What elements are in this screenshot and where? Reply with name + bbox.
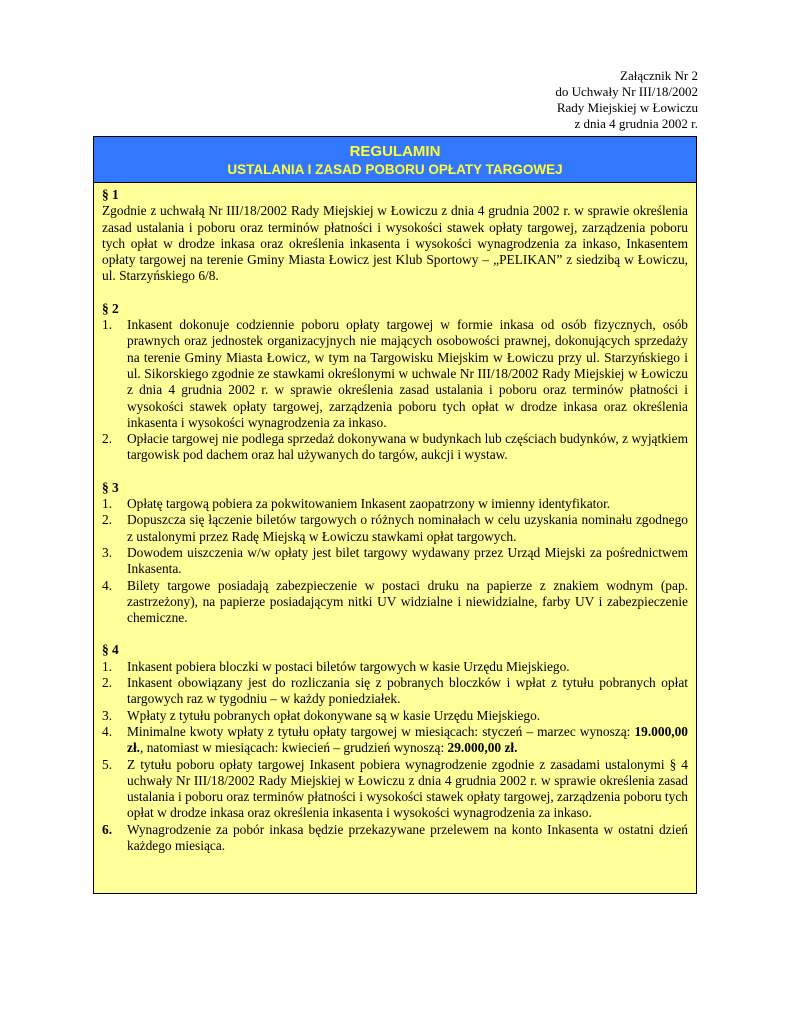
regulation-subtitle: USTALANIA I ZASAD POBORU OPŁATY TARGOWEJ [227, 162, 563, 177]
annex-number: Załącznik Nr 2 [620, 68, 698, 83]
item-number: 2. [102, 512, 113, 528]
list-item [102, 317, 688, 431]
item-text-part: , natomiast w miesiącach: kwiecień – grudzień wynoszą: [140, 740, 448, 756]
item-text-part: Minimalne kwoty wpłaty z tytułu opłaty targowej w miesiącach: styczeń – marzec wynoszą: [127, 723, 635, 739]
section-1-text: Zgodnie z uchwałą Nr III/18/2002 Rady Miejskiej w Łowiczu z dnia 4 grudnia 2002 r. w sprawie określenia zasad ustalania i poboru oraz terminów płatności i wysokości stawek opłaty targowej, zarządzenia poboru tych opłat w drodze inkasa oraz określenia inkasenta i wysokości wynagrodzenia za inkaso, Inkasentem opłaty targowej na terenie Gminy Miasta Łowicz jest Klub Sportowy – „PELIKAN” z siedzibą w Łowiczu, ul. Starzyńskiego 6/8. [102, 203, 688, 284]
item-text: Inkasent pobiera bloczki w postaci biletów targowych w kasie Urzędu Miejskiego. [127, 658, 570, 674]
list-item [102, 512, 688, 545]
item-text: Inkasent dokonuje codziennie poboru opłaty targowej w formie inkasa od osób fizycznych, osób prawnych oraz jednostek organizacyjnych nie mających osobowości prawnej, dokonujących sprzedaży na terenie Gminy Miasta Łowicz, w tym na Targowisku Miejskim w Łowiczu przy ul. Starzyńskiego i ul. Sikorskiego zgodnie ze stawkami określonymi w uchwale Nr III/18/2002 Rady Miejskiej w Łowiczu z dnia 4 grudnia 2002 r. w sprawie określenia zasad ustalania i poboru oraz terminów płatności i wysokości stawek opłaty targowej, zarządzenia poboru tych opłat w drodze inkasa oraz określenia inkasenta i wysokości wynagrodzenia za inkaso. [127, 317, 688, 430]
list-item [102, 496, 688, 512]
item-number: 1. [102, 658, 113, 674]
item-text: Wynagrodzenie za pobór inkasa będzie przekazywane przelewem na konto Inkasenta w ostatni dzień każdego miesiąca. [127, 821, 688, 853]
section-2-list [102, 317, 688, 464]
item-number: 2. [102, 431, 113, 447]
item-text: Inkasent obowiązany jest do rozliczania się z pobranych bloczków i wpłat z tytułu pobranych opłat targowych raz w tygodniu – w każdy poniedziałek. [127, 675, 688, 707]
item-text: Z tytułu poboru opłaty targowej Inkasent pobiera wynagrodzenie zgodnie z zasadami ustalonymi § 4 uchwały Nr III/18/2002 Rady Miejskiej w Łowiczu z dnia 4 grudnia 2002 r. w sprawie określenia zasad ustalania i poboru oraz terminów płatności i wysokości stawek opłaty targowej, zarządzenia poboru tych opłat w drodze inkasa oraz określenia inkasenta i wysokości wynagrodzenia za inkaso. [127, 756, 688, 821]
minimum-amount-apr-dec: 29.000,00 zł. [447, 740, 518, 756]
annex-resolution: do Uchwały Nr III/18/2002 [555, 84, 698, 99]
regulation-header [94, 137, 696, 183]
section-heading-4: § 4 [102, 642, 119, 658]
item-text: Dowodem uiszczenia w/w opłaty jest bilet targowy wydawany przez Urząd Miejski za pośrednictwem Inkasenta. [127, 544, 688, 577]
item-number: 4. [102, 723, 113, 739]
list-item [102, 545, 688, 578]
list-item [102, 822, 688, 855]
item-number: 2. [102, 675, 113, 691]
section-heading-1: § 1 [102, 187, 119, 202]
item-number: 5. [102, 756, 113, 772]
minimum-amount-jan-mar: 19.000,00 zł. [127, 723, 688, 756]
list-item [102, 708, 688, 724]
item-text: Wpłaty z tytułu pobranych opłat dokonywane są w kasie Urzędu Miejskiego. [127, 707, 541, 723]
item-text: Dopuszcza się łączenie biletów targowych o różnych nominałach w celu uzyskania nominału zgodnego z ustalonymi przez Radę Miejską w Łowiczu stawkami opłat targowych. [127, 512, 688, 544]
list-item [102, 578, 688, 627]
item-number: 1. [102, 496, 113, 512]
item-number: 1. [102, 317, 113, 333]
annex-date: z dnia 4 grudnia 2002 r. [574, 116, 698, 131]
section-heading-2: § 2 [102, 300, 119, 316]
regulation-title: REGULAMIN [349, 143, 441, 160]
item-text: Opłacie targowej nie podlega sprzedaż dokonywana w budynkach lub częściach budynków, z wyjątkiem targowisk pod dachem oraz hal używanych do targów, aukcji i wystaw. [127, 431, 688, 463]
section-heading-3: § 3 [102, 479, 119, 495]
item-number: 3. [102, 544, 113, 560]
item-number: 6. [102, 821, 113, 837]
list-item [102, 757, 688, 822]
section-4-list [102, 659, 688, 855]
list-item [102, 675, 688, 708]
regulation-content [94, 183, 696, 854]
item-number: 3. [102, 707, 113, 723]
item-text: Bilety targowe posiadają zabezpieczenie w postaci druku na papierze z znakiem wodnym (pap. zastrzeżony), na papierze posiadającym nitki UV widzialne i niewidzialne, farby UV i zabezpieczenie chemiczne. [127, 577, 688, 626]
section-3-list [102, 496, 688, 626]
list-item [102, 659, 688, 675]
item-number: 4. [102, 577, 113, 593]
annex-reference [555, 68, 698, 132]
annex-council: Rady Miejskiej w Łowiczu [556, 100, 698, 115]
regulation-box [93, 136, 697, 894]
list-item [102, 724, 688, 757]
item-text: Opłatę targową pobiera za pokwitowaniem Inkasent zaopatrzony w imienny identyfikator. [127, 496, 611, 512]
list-item [102, 431, 688, 464]
